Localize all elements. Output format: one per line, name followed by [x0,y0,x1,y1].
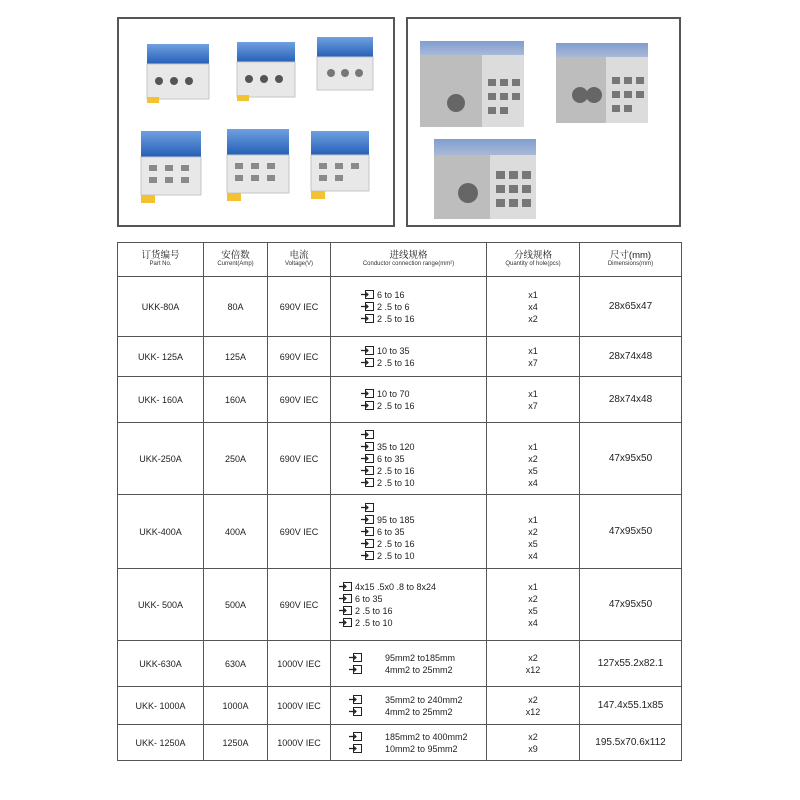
conductor-range-line [361,526,486,538]
hole-quantity-value: x4 [528,550,538,561]
conductor-range-line [361,357,486,369]
wire-terminal-icon [361,466,377,475]
conductor-range-line [339,593,486,605]
conductor-range-cell [331,725,487,761]
dimensions-cell: 28x74x48 [580,377,682,423]
part-no-cell: UKK- 125A [118,337,204,377]
conductor-range-text: 4x15 .5x0 .8 to 8x24 [355,581,437,592]
table-row [118,495,682,569]
part-no-cell: UKK- 1250A [118,725,204,761]
conductor-range-line [361,429,486,441]
wire-terminal-icon [349,732,365,741]
grey-distribution-block-photo [408,19,679,225]
wire-terminal-icon [339,582,355,591]
header-row [118,243,682,277]
current-cell: 1000A [204,687,268,725]
hole-quantity-value: x4 [528,477,538,488]
conductor-range-cell [331,377,487,423]
current-cell: 80A [204,277,268,337]
conductor-range-text: 10 to 35 [377,345,410,356]
header-conductor: 进线规格 Conductor connection range(mm²) [331,243,487,277]
hole-quantity-cell [487,569,580,641]
conductor-range-line [361,550,486,562]
conductor-range-line [349,731,486,743]
hole-quantity-value: x9 [528,743,538,754]
conductor-range-text: 95mm2 to185mm [385,652,456,663]
header-current: 安倍数 Current(Amp) [204,243,268,277]
hole-quantity-value: x1 [528,388,538,399]
voltage-cell: 690V IEC [268,377,331,423]
photo-grey-blocks [406,17,681,227]
dimensions-cell: 47x95x50 [580,569,682,641]
block-photo-3 [317,37,373,90]
hole-quantity-cell [487,641,580,687]
wire-terminal-icon [361,358,377,367]
hole-quantity-value: x7 [528,400,538,411]
current-cell: 500A [204,569,268,641]
conductor-range-line [361,453,486,465]
conductor-range-line [339,581,486,593]
conductor-range-text: 2 .5 to 16 [377,538,415,549]
conductor-range-text: 4mm2 to 25mm2 [385,706,453,717]
conductor-range-cell [331,277,487,337]
hole-quantity-value: x1 [528,514,538,525]
current-cell: 400A [204,495,268,569]
voltage-cell: 1000V IEC [268,687,331,725]
current-cell: 250A [204,423,268,495]
part-no-cell: UKK-80A [118,277,204,337]
hole-quantity-value: x2 [528,313,538,324]
table-row [118,423,682,495]
wire-terminal-icon [361,454,377,463]
conductor-range-line [361,465,486,477]
conductor-range-cell [331,423,487,495]
dimensions-cell: 47x95x50 [580,495,682,569]
grey-block-photo-3 [434,139,536,219]
wire-terminal-icon [361,442,377,451]
conductor-range-text: 2 .5 to 16 [355,605,393,616]
hole-quantity-value: x1 [528,581,538,592]
hole-quantity-value: x2 [528,731,538,742]
current-cell: 125A [204,337,268,377]
wire-terminal-icon [361,515,377,524]
current-cell: 160A [204,377,268,423]
conductor-range-cell [331,569,487,641]
wire-terminal-icon [361,290,377,299]
conductor-range-text: 2 .5 to 16 [377,465,415,476]
header-voltage: 电流 Voltage(V) [268,243,331,277]
conductor-range-line [349,664,486,676]
hole-quantity-value: x4 [528,617,538,628]
conductor-range-cell [331,641,487,687]
conductor-range-text: 2 .5 to 16 [377,357,415,368]
voltage-cell: 690V IEC [268,569,331,641]
table-row [118,337,682,377]
part-no-cell: UKK-400A [118,495,204,569]
wire-terminal-icon [349,665,365,674]
conductor-range-text: 2 .5 to 10 [355,617,393,628]
conductor-range-line [339,605,486,617]
wire-terminal-icon [361,302,377,311]
conductor-range-cell [331,687,487,725]
conductor-range-line [361,441,486,453]
conductor-range-line [361,502,486,514]
conductor-range-text: 6 to 35 [377,526,405,537]
voltage-cell: 690V IEC [268,495,331,569]
part-no-cell: UKK-250A [118,423,204,495]
block-photo-1 [147,44,209,103]
hole-quantity-value: x2 [528,694,538,705]
block-photo-2 [237,42,295,101]
hole-quantity-value: x1 [528,345,538,356]
hole-quantity-value: x5 [528,465,538,476]
conductor-range-line [361,388,486,400]
grey-block-photo-2 [556,43,648,123]
wire-terminal-icon [339,618,355,627]
conductor-range-text: 35mm2 to 240mm2 [385,694,463,705]
conductor-range-text: 2 .5 to 16 [377,400,415,411]
current-cell: 1250A [204,725,268,761]
dimensions-cell: 47x95x50 [580,423,682,495]
header-dimensions: 尺寸(mm) Dimensions(mm) [580,243,682,277]
hole-quantity-value: x5 [528,538,538,549]
hole-quantity-value: x2 [528,652,538,663]
wire-terminal-icon [361,430,377,439]
conductor-range-line [349,694,486,706]
part-no-cell: UKK- 1000A [118,687,204,725]
conductor-range-text: 2 .5 to 16 [377,313,415,324]
part-no-cell: UKK- 160A [118,377,204,423]
conductor-range-line [339,617,486,629]
conductor-range-text: 6 to 35 [355,593,383,604]
conductor-range-text: 2 .5 to 6 [377,301,410,312]
conductor-range-text: 2 .5 to 10 [377,477,415,488]
wire-terminal-icon [349,744,365,753]
table-row [118,377,682,423]
hole-quantity-value: x2 [528,453,538,464]
voltage-cell: 690V IEC [268,337,331,377]
wire-terminal-icon [339,594,355,603]
conductor-range-text: 2 .5 to 10 [377,550,415,561]
wire-terminal-icon [349,707,365,716]
hole-quantity-value: x1 [528,441,538,452]
table-body [118,277,682,761]
hole-quantity-value: x2 [528,593,538,604]
conductor-range-text: 10 to 70 [377,388,410,399]
hole-quantity-value: x5 [528,605,538,616]
conductor-range-line [361,477,486,489]
blue-top-distribution-block-photo [119,19,393,225]
wire-terminal-icon [361,503,377,512]
part-no-cell: UKK-630A [118,641,204,687]
table-row [118,569,682,641]
conductor-range-text: 6 to 16 [377,289,405,300]
table-row [118,687,682,725]
block-photo-4 [141,131,201,203]
header-quantity: 分线规格 Quantity of hole(pcs) [487,243,580,277]
table-row [118,725,682,761]
conductor-range-line [361,400,486,412]
hole-quantity-value: x2 [528,526,538,537]
photo-blue-blocks [117,17,395,227]
conductor-range-line [361,538,486,550]
block-photo-5 [227,129,289,201]
conductor-range-text: 10mm2 to 95mm2 [385,743,458,754]
wire-terminal-icon [349,695,365,704]
wire-terminal-icon [361,401,377,410]
dimensions-cell: 195.5x70.6x112 [580,725,682,761]
hole-quantity-cell [487,725,580,761]
conductor-range-line [361,289,486,301]
wire-terminal-icon [349,653,365,662]
hole-quantity-value: x1 [528,289,538,300]
conductor-range-line [361,313,486,325]
hole-quantity-value: x12 [525,664,541,675]
hole-quantity-cell [487,687,580,725]
conductor-range-line [361,345,486,357]
wire-terminal-icon [361,539,377,548]
wire-terminal-icon [339,606,355,615]
wire-terminal-icon [361,389,377,398]
hole-quantity-value: x4 [528,301,538,312]
conductor-range-line [349,743,486,755]
wire-terminal-icon [361,551,377,560]
hole-quantity-value: x12 [525,706,541,717]
grey-block-photo-1 [420,41,524,127]
conductor-range-cell [331,337,487,377]
hole-quantity-value: x7 [528,357,538,368]
dimensions-cell: 28x65x47 [580,277,682,337]
conductor-range-text: 6 to 35 [377,453,405,464]
conductor-range-text: 4mm2 to 25mm2 [385,664,453,675]
part-no-cell: UKK- 500A [118,569,204,641]
dimensions-cell: 127x55.2x82.1 [580,641,682,687]
header-part-no: 订货编号 Part No. [118,243,204,277]
conductor-range-line [361,301,486,313]
conductor-range-text: 95 to 185 [377,514,415,525]
conductor-range-cell [331,495,487,569]
hole-quantity-cell [487,337,580,377]
hole-quantity-cell [487,495,580,569]
voltage-cell: 1000V IEC [268,725,331,761]
current-cell: 630A [204,641,268,687]
conductor-range-line [361,514,486,526]
spec-table [117,242,682,761]
dimensions-cell: 147.4x55.1x85 [580,687,682,725]
conductor-range-text: 35 to 120 [377,441,415,452]
table-row [118,641,682,687]
dimensions-cell: 28x74x48 [580,337,682,377]
table-row [118,277,682,337]
hole-quantity-cell [487,377,580,423]
voltage-cell: 690V IEC [268,277,331,337]
conductor-range-line [349,652,486,664]
hole-quantity-cell [487,423,580,495]
wire-terminal-icon [361,346,377,355]
wire-terminal-icon [361,478,377,487]
wire-terminal-icon [361,314,377,323]
voltage-cell: 690V IEC [268,423,331,495]
conductor-range-text: 185mm2 to 400mm2 [385,731,468,742]
block-photo-6 [311,131,369,199]
voltage-cell: 1000V IEC [268,641,331,687]
hole-quantity-cell [487,277,580,337]
conductor-range-line [349,706,486,718]
wire-terminal-icon [361,527,377,536]
